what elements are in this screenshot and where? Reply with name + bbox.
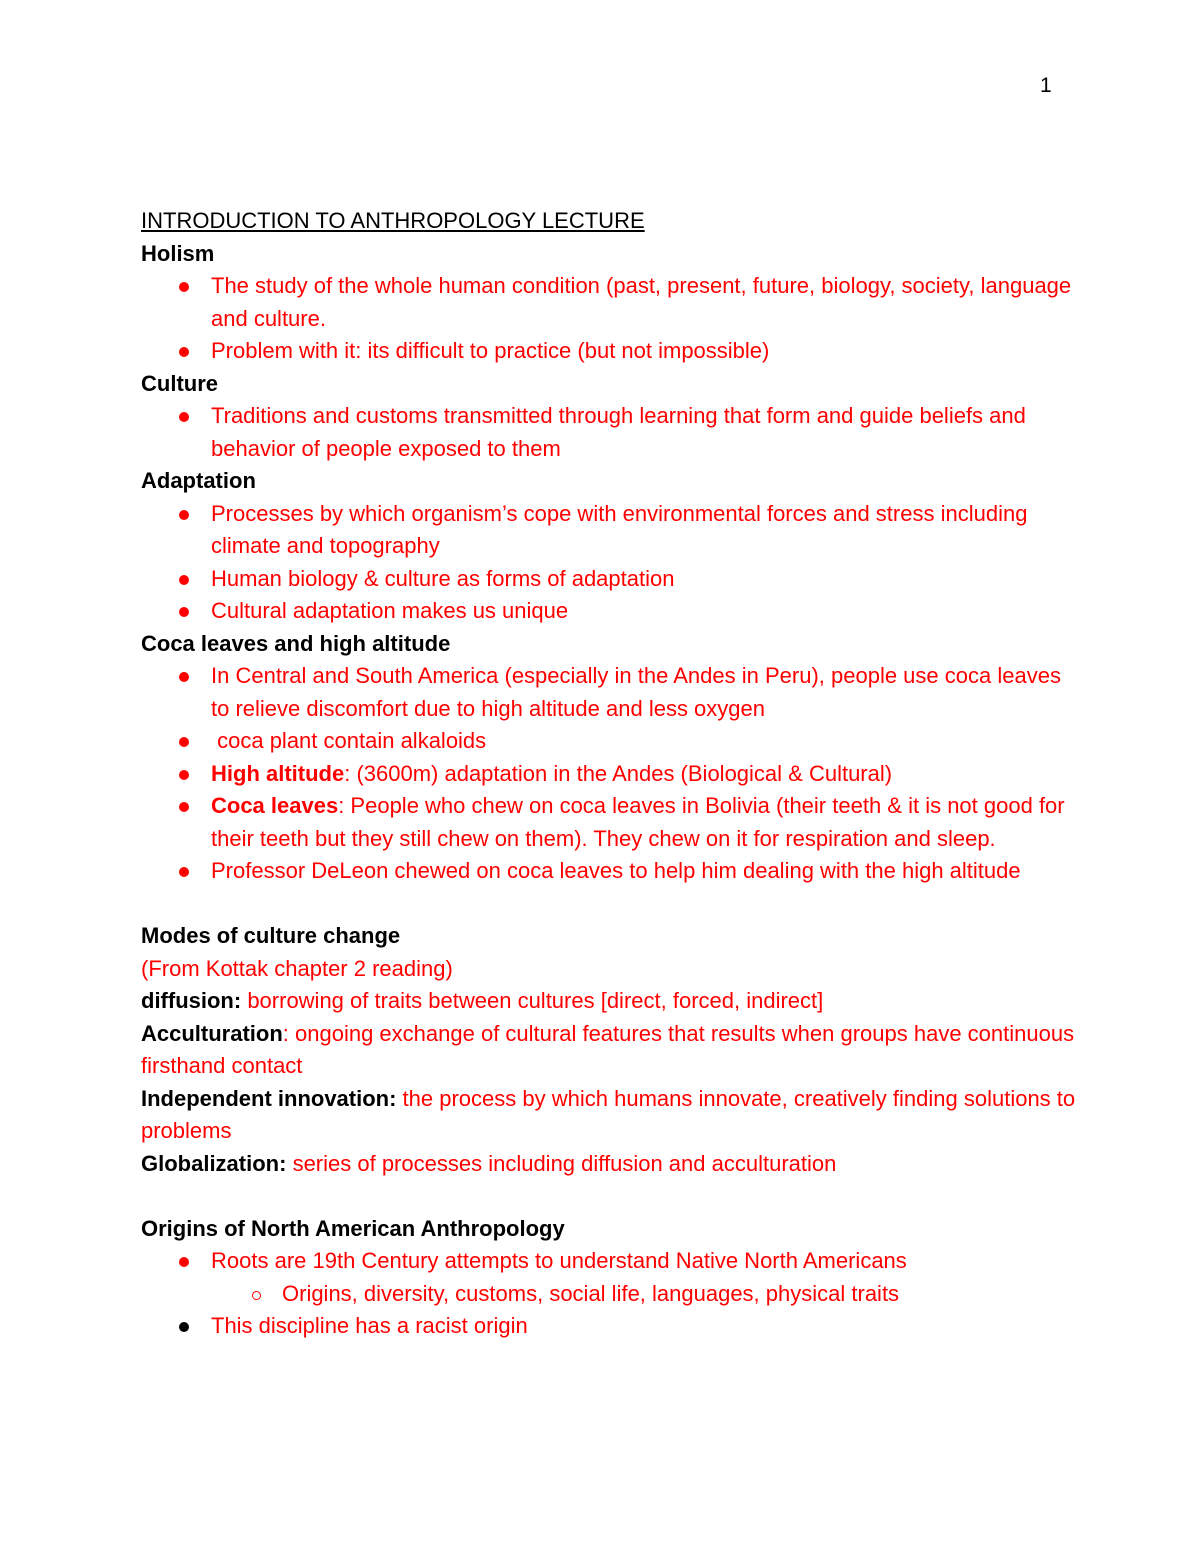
bullet-icon [179, 672, 189, 682]
adaptation-list [141, 498, 1081, 628]
coca-list [141, 660, 1081, 888]
bullet-icon [179, 770, 189, 780]
heading-coca: Coca leaves and high altitude [141, 630, 451, 656]
list-item: This discipline has a racist origin [141, 1310, 1081, 1343]
bullet-icon [179, 802, 189, 812]
list-item: The study of the whole human condition (past, present, future, biology, society, language and culture. [141, 270, 1081, 335]
hollow-bullet-icon [252, 1291, 261, 1300]
list-item: Processes by which organism’s cope with environmental forces and stress including climate and topography [141, 498, 1081, 563]
origins-list [141, 1245, 1081, 1343]
heading-adaptation: Adaptation [141, 468, 256, 493]
bullet-icon [179, 347, 189, 357]
list-item: coca plant contain alkaloids [141, 725, 1081, 758]
list-item: Problem with it: its difficult to practice (but not impossible) [141, 335, 1081, 368]
list-item: In Central and South America (especially in the Andes in Peru), people use coca leaves to relieve discomfort due to high altitude and less oxygen [141, 660, 1081, 725]
bullet-icon [179, 867, 189, 877]
definition-diffusion: diffusion: borrowing of traits between cultures [direct, forced, indirect] [141, 988, 824, 1013]
heading-holism: Holism [141, 240, 215, 266]
list-item: Traditions and customs transmitted through learning that form and guide beliefs and behavior of people exposed to them [141, 400, 1081, 465]
list-item: Roots are 19th Century attempts to understand Native North Americans Origins, diversity, customs, social life, languages, physical traits [141, 1245, 1081, 1310]
list-item: High altitude: (3600m) adaptation in the Andes (Biological & Cultural) [141, 758, 1081, 791]
bullet-icon [179, 1322, 189, 1332]
definition-innovation: Independent innovation: the process by which humans innovate, creatively finding solutions to problems [141, 1085, 1076, 1143]
page-number: 1 [1040, 74, 1052, 97]
culture-list [141, 400, 1081, 465]
list-item: Cultural adaptation makes us unique [141, 595, 1081, 628]
bullet-icon [179, 412, 189, 422]
definition-acculturation: Acculturation: ongoing exchange of cultural features that results when groups have continuous firsthand contact [141, 1020, 1075, 1078]
bullet-icon [179, 1257, 189, 1267]
list-item: Professor DeLeon chewed on coca leaves to help him dealing with the high altitude [141, 855, 1081, 888]
heading-modes: Modes of culture change [141, 923, 401, 948]
bullet-icon [179, 575, 189, 585]
definition-globalization: Globalization: series of processes including diffusion and acculturation [141, 1150, 837, 1176]
bullet-icon [179, 282, 189, 292]
list-item: Human biology & culture as forms of adaptation [141, 563, 1081, 596]
sub-list-item: Origins, diversity, customs, social life, languages, physical traits [141, 1278, 1081, 1311]
document-body [141, 205, 1081, 1343]
heading-origins: Origins of North American Anthropology [141, 1215, 565, 1241]
holism-list [141, 270, 1081, 368]
bullet-icon [179, 737, 189, 747]
origins-sublist [141, 1278, 1081, 1311]
bullet-icon [179, 510, 189, 520]
document-title: INTRODUCTION TO ANTHROPOLOGY LECTURE [141, 208, 645, 233]
heading-culture: Culture [141, 370, 218, 396]
bullet-icon [179, 607, 189, 617]
list-item: Coca leaves: People who chew on coca leaves in Bolivia (their teeth & it is not good for their teeth but they still chew on them). They chew on it for respiration and sleep. [141, 790, 1081, 855]
modes-source: (From Kottak chapter 2 reading) [141, 955, 453, 981]
